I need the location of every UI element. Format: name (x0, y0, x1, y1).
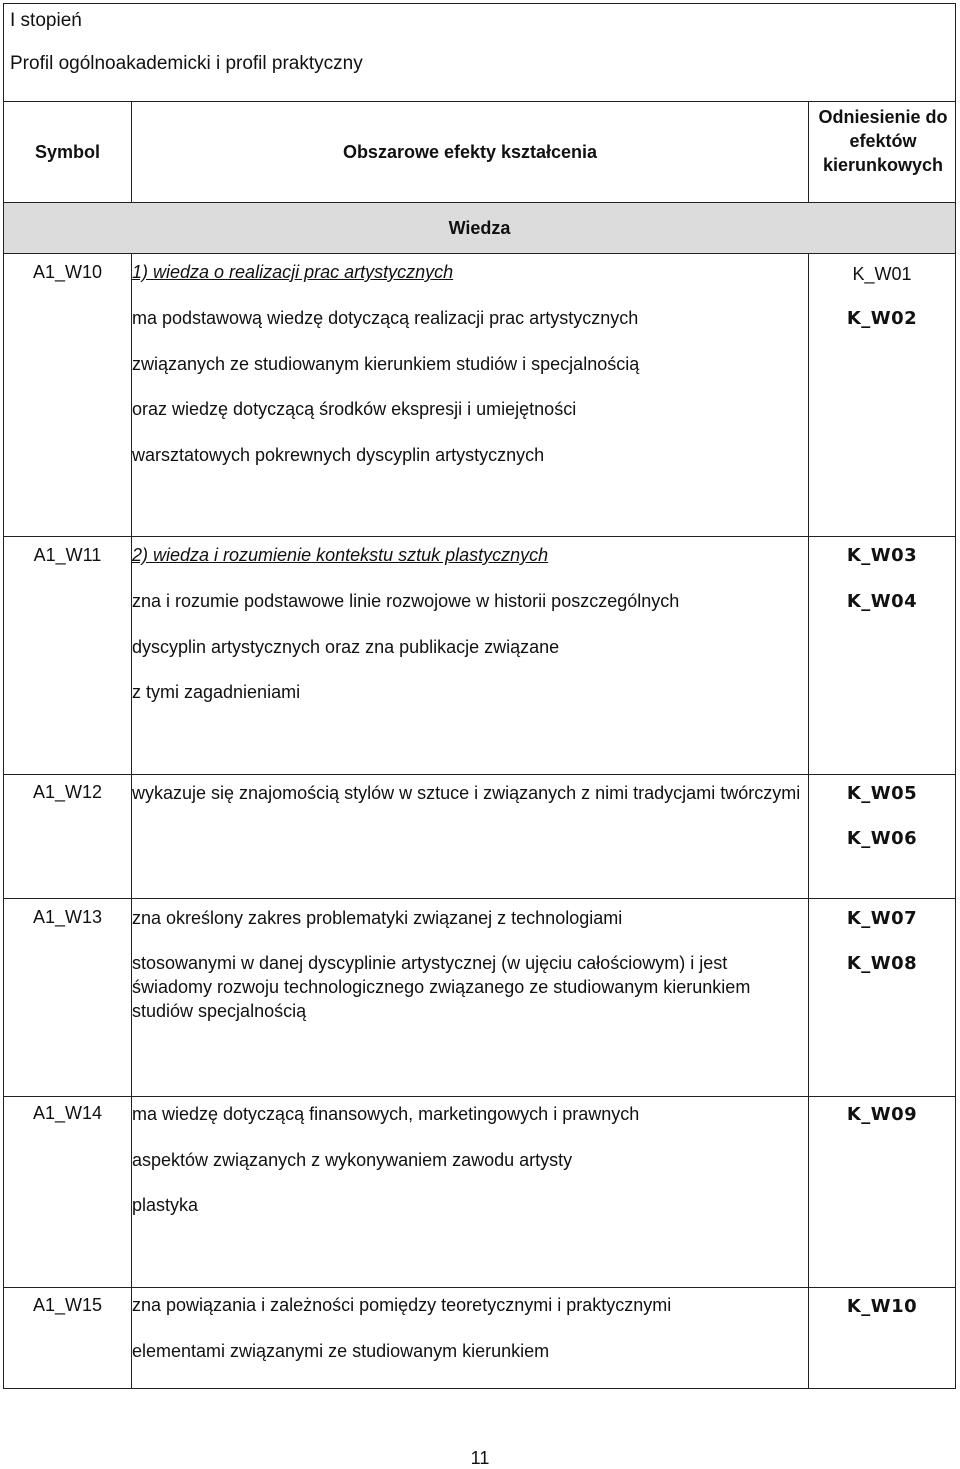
row-category-title: 1) wiedza o realizacji prac artystycznych (132, 262, 454, 282)
row-description-line: oraz wiedzę dotyczącą środków ekspresji i umiejętności (132, 399, 577, 419)
row-reference: K_W06 (846, 828, 918, 849)
row-reference: K_W01 (852, 264, 912, 284)
column-header-symbol: Symbol (34, 142, 100, 162)
row-description-line: ma wiedzę dotyczącą finansowych, marketingowych i prawnych (132, 1104, 640, 1124)
row-symbol: A1_W12 (32, 782, 103, 802)
column-divider (808, 253, 809, 1388)
row-symbol: A1_W15 (32, 1295, 103, 1315)
row-description-line: plastyka (132, 1195, 199, 1215)
row-description-line: zna określony zakres problematyki związanej z technologiami (132, 908, 623, 928)
row-description-line: zna i rozumie podstawowe linie rozwojowe w historii poszczególnych (132, 591, 680, 611)
column-header-reference: Odniesienie do efektów kierunkowych (818, 107, 948, 175)
row-description-line: aspektów związanych z wykonywaniem zawodu artysty (132, 1150, 573, 1170)
row-reference: K_W07 (846, 908, 918, 929)
row-description-line: zna powiązania i zależności pomiędzy teoretycznymi i praktycznymi (132, 1295, 672, 1315)
row-description-line: związanych ze studiowanym kierunkiem studiów i specjalnością (132, 354, 640, 374)
row-description-line: warsztatowych pokrewnych dyscyplin artystycznych (132, 445, 545, 465)
row-description-line: dyscyplin artystycznych oraz zna publikacje związane (132, 637, 560, 657)
row-description-line: elementami związanymi ze studiowanym kierunkiem (132, 1341, 550, 1361)
study-level: I stopień (10, 10, 82, 31)
row-symbol: A1_W11 (33, 545, 102, 565)
row-symbol: A1_W14 (32, 1103, 103, 1123)
page-number: 11 (470, 1448, 490, 1468)
study-profile: Profil ogólnoakademicki i profil praktyczny (10, 53, 363, 74)
row-reference: K_W05 (846, 783, 918, 804)
row-reference: K_W04 (846, 591, 918, 612)
row-symbol: A1_W13 (32, 907, 103, 927)
row-category-title: 2) wiedza i rozumienie kontekstu sztuk plastycznych (132, 545, 549, 565)
row-divider (3, 253, 956, 254)
row-reference: K_W09 (846, 1104, 918, 1125)
row-symbol: A1_W10 (32, 262, 103, 282)
section-knowledge: Wiedza (4, 203, 955, 253)
row-reference: K_W08 (846, 953, 918, 974)
row-description-line: stosowanymi w danej dyscyplinie artystycznej (w ujęciu całościowym) i jest świadomy rozwoju technologicznego związanego ze studiowanym kierunkiem studiów specjalnością (132, 953, 751, 1021)
column-header-effects: Obszarowe efekty kształcenia (342, 142, 598, 162)
row-divider (3, 774, 956, 775)
row-description-line: ma podstawową wiedzę dotyczącą realizacji prac artystycznych (132, 308, 639, 328)
row-divider (3, 898, 956, 899)
row-description-line: z tymi zagadnieniami (132, 682, 301, 702)
column-divider (131, 253, 132, 1388)
row-description-line: wykazuje się znajomością stylów w sztuce i związanych z nimi tradycjami twórczymi (132, 783, 801, 803)
row-divider (3, 1096, 956, 1097)
row-divider (3, 1287, 956, 1288)
row-reference: K_W02 (846, 308, 918, 329)
row-reference: K_W03 (846, 545, 918, 566)
row-divider (3, 536, 956, 537)
row-reference: K_W10 (846, 1296, 918, 1317)
